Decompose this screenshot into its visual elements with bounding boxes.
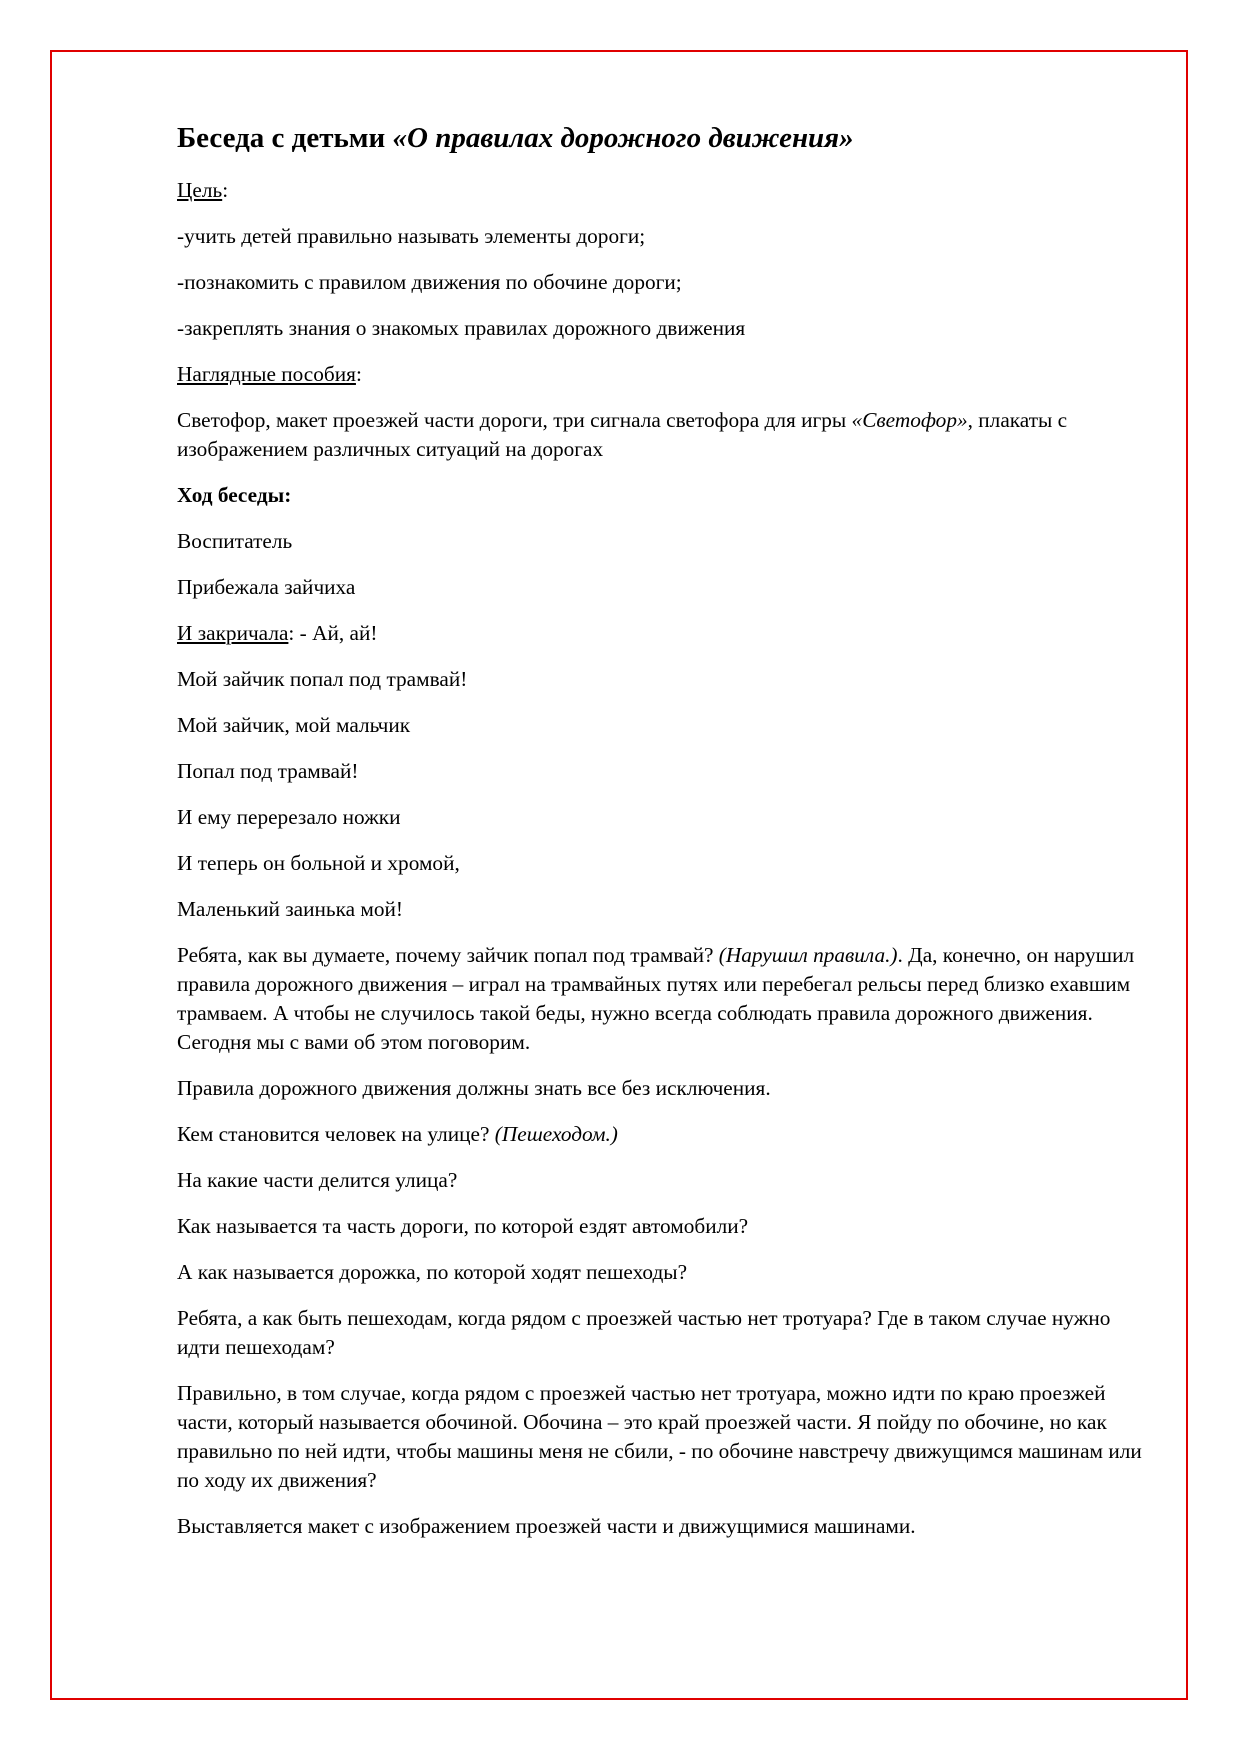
speaker: Воспитатель [177,529,293,553]
p1-italic: (Нарушил правила.) [718,943,898,967]
aids-after: , плакаты с изображением различных ситуаций на дорогах [177,408,1068,461]
p1-after: . Да, конечно, он нарушил правила дорожного движения – играл на трамвайных путях или перебегал рельсы перед близко ехавшим трамваем. А чтобы не случилось такой беды, нужно всегда соблюдать правила дорожного движения. Сегодня мы с вами об этом поговорим. [177,943,1135,1054]
aids-before: Светофор, макет проезжей части дороги, три сигнала светофора для игры [177,408,852,432]
paragraph: Выставляется макет с изображением проезжей части и движущимися машинами. [177,1514,916,1538]
poem-line: Мой зайчик попал под трамвай! [177,667,468,691]
poem-line: Мой зайчик, мой мальчик [177,713,411,737]
paragraph: На какие части делится улица? [177,1168,458,1192]
aids-italic: «Светофор» [851,408,968,432]
poem-line: Маленький заинька мой! [177,897,404,921]
paragraph: Как называется та часть дороги, по которой ездят автомобили? [177,1214,749,1238]
document-body [177,120,1142,1558]
poem-line: Попал под трамвай! [177,759,359,783]
p3-italic: (Пешеходом.) [494,1122,618,1146]
paragraph: Правила дорожного движения должны знать все без исключения. [177,1076,771,1100]
course-label: Ход беседы: [177,483,292,507]
goal-item: -закреплять знания о знакомых правилах дорожного движения [177,316,746,340]
poem-line: Прибежала зайчиха [177,575,356,599]
document-title [177,120,1142,156]
aids-label: Наглядные пособия [177,362,356,386]
paragraph: Ребята, а как быть пешеходам, когда рядом с проезжей частью нет тротуара? Где в таком случае нужно идти пешеходам? [177,1306,1111,1359]
aids-heading: Наглядные пособия: [177,362,362,386]
paragraph [177,941,1142,1057]
p1-before: Ребята, как вы думаете, почему зайчик попал под трамвай? [177,943,719,967]
paragraph: А как называется дорожка, по которой ходят пешеходы? [177,1260,688,1284]
poem-line: И ему перерезало ножки [177,805,401,829]
p3-before: Кем становится человек на улице? [177,1122,495,1146]
paragraph [177,1120,1142,1149]
goal-item: -учить детей правильно называть элементы дороги; [177,224,646,248]
course-heading [177,481,1142,510]
paragraph: Правильно, в том случае, когда рядом с проезжей частью нет тротуара, можно идти по краю проезжей части, который называется обочиной. Обочина – это край проезжей части. Я пойду по обочине, но как правильно по ней идти, чтобы машины меня не сбили, - по обочине навстречу движущимся машинам или по ходу их движения? [177,1381,1142,1492]
goal-heading: Цель: [177,178,229,202]
aids-text [177,406,1142,464]
title-plain: Беседа с детьми [177,122,393,154]
poem-underlined: И закричала [177,621,289,645]
goal-label: Цель [177,178,223,202]
poem-rest: : - Ай, ай! [288,621,378,645]
goal-item: -познакомить с правилом движения по обочине дороги; [177,270,682,294]
poem-line [177,619,1142,648]
title-italic: «О правилах дорожного движения» [392,122,854,154]
poem-line: И теперь он больной и хромой, [177,851,460,875]
